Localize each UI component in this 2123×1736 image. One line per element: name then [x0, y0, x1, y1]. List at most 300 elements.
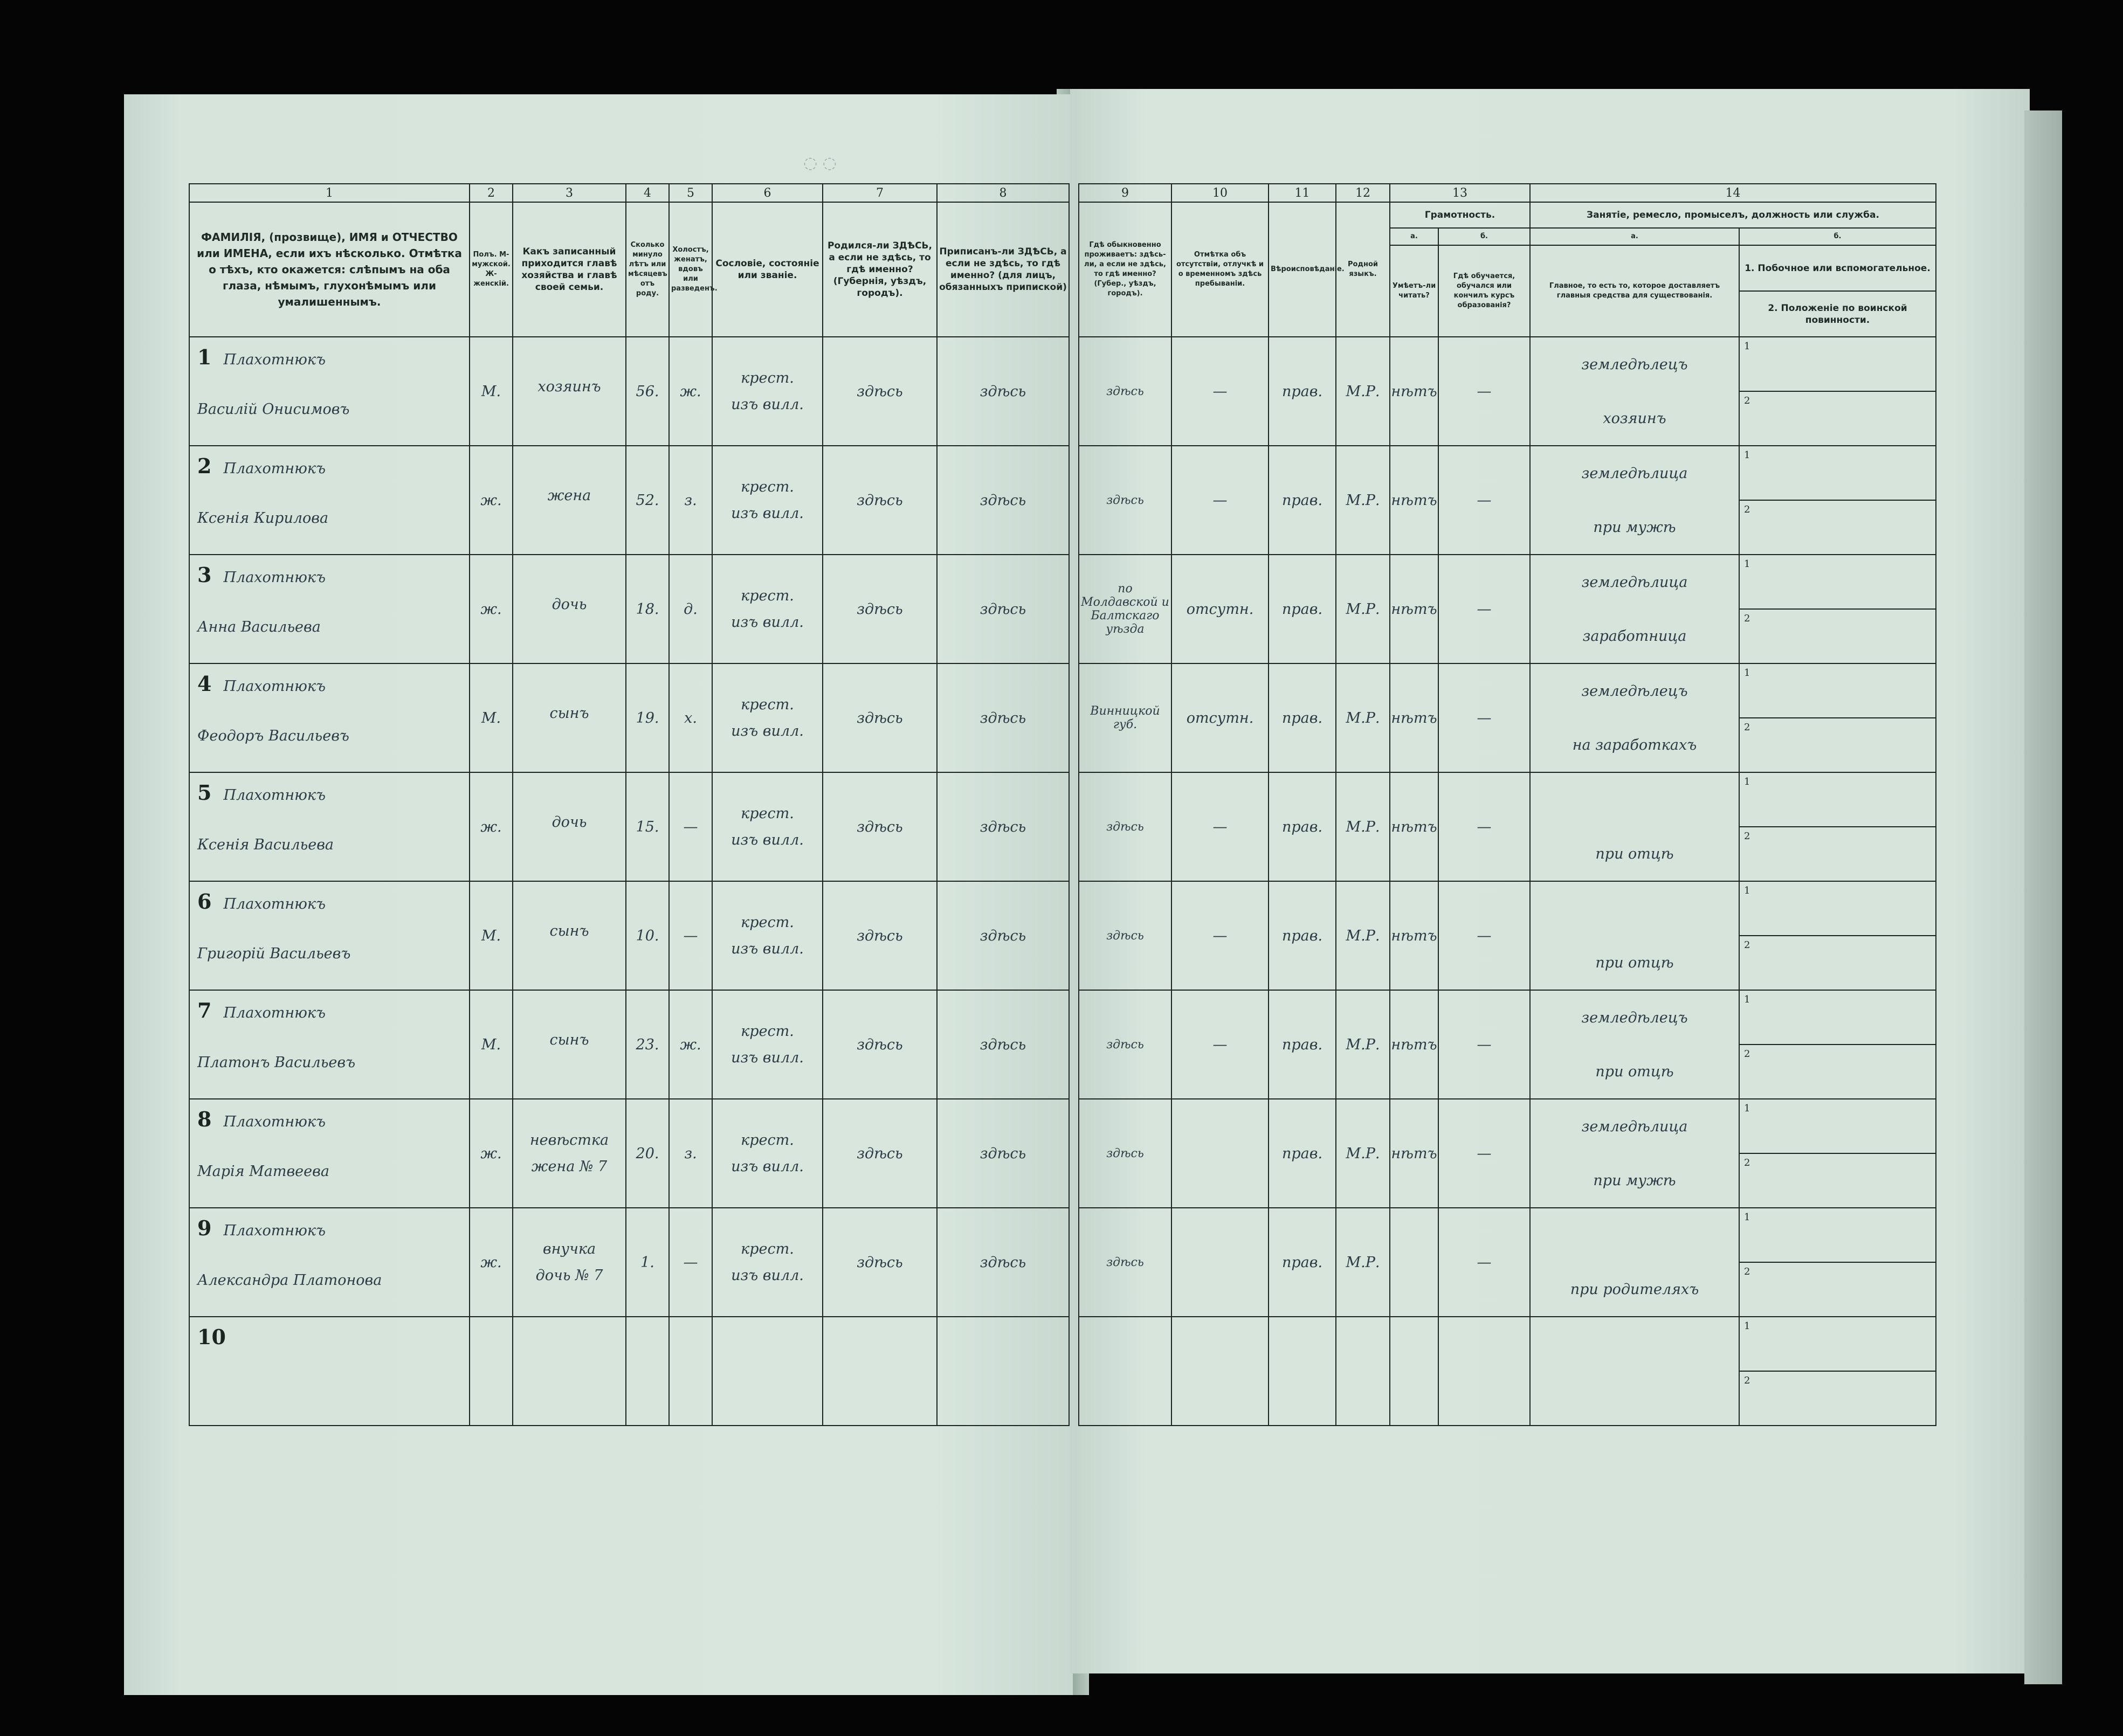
header-occupation: Занятіе, ремесло, промыселъ, должность или служба.: [1530, 202, 1936, 228]
estate-cell: [712, 1317, 823, 1426]
relation-stack: [513, 1132, 625, 1175]
side-occupation-cell: [1739, 446, 1936, 555]
side-occupation-box: [1740, 1317, 1935, 1425]
page-stack-edge: [2024, 110, 2062, 1684]
registered-cell: здѣсь: [937, 663, 1069, 772]
residence-cell: [1079, 1317, 1171, 1426]
side-slot-2: 2: [1740, 717, 1935, 772]
left-page: [124, 94, 1073, 1695]
marital-cell: —: [669, 1208, 712, 1317]
census-row-left: [189, 1099, 1069, 1208]
row-number: 7: [197, 998, 212, 1022]
name-line-surname: [197, 1216, 326, 1240]
language-cell: М.Р.: [1336, 446, 1390, 555]
relation-stack: [513, 487, 625, 514]
age-cell: 23.: [626, 990, 669, 1099]
relation-line-1: дочь: [552, 813, 587, 831]
census-row-left: [189, 446, 1069, 555]
side-slot-1: 1: [1744, 341, 1750, 352]
row-number: 3: [197, 563, 212, 587]
relation-line-2: жена № 7: [531, 1158, 608, 1175]
side-slot-1: 1: [1744, 885, 1750, 896]
residence-cell: здѣсь: [1079, 337, 1171, 446]
header-name: ФАМИЛІЯ, (прозвище), ИМЯ и ОТЧЕСТВО или ИМЕНА, если ихъ нѣсколько. Отмѣтка о тѣхъ, кто окажется: слѣпымъ на оба глаза, нѣмымъ, глухонѣмымъ или умалишеннымъ.: [189, 202, 470, 337]
absence-cell: [1171, 1208, 1269, 1317]
sex-cell: [470, 1317, 513, 1426]
side-occupation-box: [1740, 991, 1935, 1098]
estate-line-2: изъ вилл.: [731, 1158, 804, 1175]
side-occupation-box: [1740, 1208, 1935, 1316]
marital-cell: х.: [669, 663, 712, 772]
header-marital: Холостъ, женатъ, вдовъ или разведенъ.: [669, 202, 712, 337]
estate-cell: [712, 881, 823, 990]
given-names: Александра Платонова: [197, 1272, 382, 1289]
age-cell: 15.: [626, 772, 669, 881]
occupation-line-1: земледѣлица: [1581, 573, 1688, 591]
relation-stack: [513, 705, 625, 731]
name-line-surname: [197, 998, 326, 1022]
estate-line-1: крест.: [741, 1241, 794, 1257]
language-cell: М.Р.: [1336, 1099, 1390, 1208]
absence-cell: [1171, 1317, 1269, 1426]
sex-cell: М.: [470, 337, 513, 446]
registered-cell: здѣсь: [937, 1099, 1069, 1208]
religion-cell: прав.: [1269, 772, 1336, 881]
residence-cell: здѣсь: [1079, 1208, 1171, 1317]
relation-stack: [513, 1032, 625, 1058]
header-literacy: Грамотность.: [1390, 202, 1530, 228]
marital-cell: з.: [669, 1099, 712, 1208]
side-occupation-cell: [1739, 1099, 1936, 1208]
header-estate: Сословіе, состояніе или званіе.: [712, 202, 823, 337]
col-num-5: 5: [669, 184, 712, 202]
estate-line-2: изъ вилл.: [731, 723, 804, 739]
schooling-cell: —: [1438, 772, 1530, 881]
name-line-surname: [197, 889, 326, 914]
can-read-cell: нѣтъ: [1390, 772, 1438, 881]
main-occupation-cell: [1530, 772, 1739, 881]
given-names: Платонъ Васильевъ: [197, 1054, 356, 1071]
relation-cell: [513, 555, 626, 663]
language-cell: М.Р.: [1336, 337, 1390, 446]
header-age: Сколько минуло лѣтъ или мѣсяцевъ отъ роду.: [626, 202, 669, 337]
main-occupation-cell: [1530, 555, 1739, 663]
name-cell: [189, 663, 470, 772]
estate-stack: [713, 370, 822, 413]
faint-stamp: ◌ ◌: [803, 154, 837, 172]
side-slot-2: 2: [1740, 1371, 1935, 1425]
estate-line-1: крест.: [741, 587, 794, 604]
census-row-right: [1079, 337, 1936, 446]
main-occupation-cell: [1530, 446, 1739, 555]
census-row-right: [1079, 1208, 1936, 1317]
registered-cell: здѣсь: [937, 555, 1069, 663]
born-cell: здѣсь: [823, 446, 937, 555]
header-literacy-a: а.: [1390, 228, 1438, 245]
schooling-cell: —: [1438, 1208, 1530, 1317]
col-num-14: 14: [1530, 184, 1936, 202]
name-cell: [189, 337, 470, 446]
col-num-6: 6: [712, 184, 823, 202]
estate-stack: [713, 479, 822, 522]
side-slot-1: 1: [1744, 449, 1750, 461]
estate-line-1: крест.: [741, 1132, 794, 1149]
occupation-line-1: земледѣлецъ: [1581, 682, 1688, 700]
census-row-left: [189, 990, 1069, 1099]
relation-line-1: дочь: [552, 596, 587, 613]
col-num-8: 8: [937, 184, 1069, 202]
col-num-11: 11: [1269, 184, 1336, 202]
side-occupation-box: [1740, 773, 1935, 881]
census-row-right: [1079, 772, 1936, 881]
schooling-cell: —: [1438, 881, 1530, 990]
occupation-stack: [1531, 1099, 1739, 1207]
sex-cell: ж.: [470, 772, 513, 881]
census-row-right: [1079, 881, 1936, 990]
surname: Плахотнюкъ: [223, 569, 326, 586]
religion-cell: прав.: [1269, 446, 1336, 555]
name-cell: [189, 881, 470, 990]
side-occupation-cell: [1739, 772, 1936, 881]
header-residence: Гдѣ обыкновенно проживаетъ: здѣсь-ли, а если не здѣсь, то гдѣ именно? (Губер., уѣздъ, городъ).: [1079, 202, 1171, 337]
estate-cell: [712, 1208, 823, 1317]
relation-line-1: сынъ: [549, 922, 589, 939]
row-number: 5: [197, 780, 212, 805]
occupation-stack: [1531, 882, 1739, 990]
main-occupation-cell: [1530, 881, 1739, 990]
side-slot-1: 1: [1744, 1103, 1750, 1114]
census-row-right: [1079, 990, 1936, 1099]
estate-stack: [713, 1132, 822, 1175]
given-names: Марія Матвеева: [197, 1163, 329, 1180]
absence-cell: —: [1171, 990, 1269, 1099]
born-cell: здѣсь: [823, 772, 937, 881]
relation-cell: [513, 663, 626, 772]
given-names: Василій Онисимовъ: [197, 401, 350, 418]
estate-line-2: изъ вилл.: [731, 396, 804, 413]
side-occupation-box: [1740, 1099, 1935, 1207]
estate-cell: [712, 990, 823, 1099]
occupation-line-1: земледѣлецъ: [1581, 356, 1688, 373]
marital-cell: ж.: [669, 990, 712, 1099]
occupation-line-2: при отцѣ: [1595, 954, 1674, 971]
col-num-10: 10: [1171, 184, 1269, 202]
born-cell: здѣсь: [823, 663, 937, 772]
can-read-cell: [1390, 1317, 1438, 1426]
absence-cell: —: [1171, 772, 1269, 881]
occupation-line-2: при родителяхъ: [1570, 1281, 1699, 1298]
relation-cell: [513, 990, 626, 1099]
marital-cell: з.: [669, 446, 712, 555]
side-occupation-box: [1740, 446, 1935, 554]
header-born: Родился-ли ЗДѢСЬ, а если не здѣсь, то гдѣ именно? (Губернія, уѣздъ, городъ).: [823, 202, 937, 337]
language-cell: М.Р.: [1336, 881, 1390, 990]
given-names: Григорій Васильевъ: [197, 945, 351, 962]
age-cell: 20.: [626, 1099, 669, 1208]
language-cell: М.Р.: [1336, 990, 1390, 1099]
can-read-cell: нѣтъ: [1390, 1099, 1438, 1208]
occupation-line-2: при мужѣ: [1593, 1172, 1676, 1189]
absence-cell: [1171, 1099, 1269, 1208]
occupation-stack: [1531, 773, 1739, 881]
estate-cell: [712, 446, 823, 555]
born-cell: здѣсь: [823, 1208, 937, 1317]
census-table-left: [189, 183, 1070, 1426]
relation-stack: [513, 378, 625, 405]
occupation-line-2: при отцѣ: [1595, 845, 1674, 862]
census-table-right: [1078, 183, 1936, 1426]
sex-cell: ж.: [470, 446, 513, 555]
header-schooling: Гдѣ обучается, обучался или кончилъ курсъ образованія?: [1438, 245, 1530, 337]
occupation-line-2: [1531, 1371, 1739, 1425]
col-num-3: 3: [513, 184, 626, 202]
side-occupation-cell: [1739, 1317, 1936, 1426]
estate-stack: [713, 914, 822, 957]
occupation-line-1: земледѣлица: [1581, 465, 1688, 482]
header-sex: Полъ. М-мужской. Ж-женскій.: [470, 202, 513, 337]
schooling-cell: —: [1438, 446, 1530, 555]
language-cell: [1336, 1317, 1390, 1426]
side-slot-1: 1: [1744, 1212, 1750, 1223]
side-occupation-box: [1740, 882, 1935, 990]
given-names: Феодоръ Васильевъ: [197, 728, 349, 744]
row-number: 10: [197, 1325, 226, 1349]
relation-stack: [513, 1241, 625, 1284]
header-occupation-b: б.: [1739, 228, 1936, 245]
side-slot-2: 2: [1740, 1044, 1935, 1098]
name-line-surname: [197, 454, 326, 478]
estate-line-1: крест.: [741, 1023, 794, 1040]
surname: Плахотнюкъ: [223, 787, 326, 804]
occupation-line-1: [1531, 1317, 1739, 1371]
religion-cell: прав.: [1269, 990, 1336, 1099]
estate-line-1: крест.: [741, 479, 794, 495]
relation-line-1: сынъ: [549, 1031, 589, 1048]
col-num-9: 9: [1079, 184, 1171, 202]
surname: Плахотнюкъ: [223, 678, 326, 695]
name-cell: [189, 1317, 470, 1426]
occupation-line-2: заработница: [1582, 627, 1687, 645]
side-slot-2: 2: [1740, 1262, 1935, 1316]
estate-stack: [713, 805, 822, 848]
religion-cell: [1269, 1317, 1336, 1426]
born-cell: здѣсь: [823, 337, 937, 446]
absence-cell: —: [1171, 881, 1269, 990]
census-row-right: [1079, 1317, 1936, 1426]
sex-cell: М.: [470, 881, 513, 990]
census-row-left: [189, 555, 1069, 663]
relation-stack: [513, 1366, 625, 1376]
relation-cell: [513, 337, 626, 446]
schooling-cell: [1438, 1317, 1530, 1426]
estate-stack: [713, 587, 822, 631]
side-occupation-cell: [1739, 337, 1936, 446]
relation-line-1: жена: [547, 487, 591, 504]
col-num-4: 4: [626, 184, 669, 202]
relation-stack: [513, 814, 625, 840]
absence-cell: —: [1171, 337, 1269, 446]
side-slot-1: 1: [1744, 1320, 1750, 1332]
residence-cell: Винницкой губ.: [1079, 663, 1171, 772]
relation-cell: [513, 772, 626, 881]
side-occupation-cell: [1739, 990, 1936, 1099]
religion-cell: прав.: [1269, 1208, 1336, 1317]
religion-cell: прав.: [1269, 555, 1336, 663]
row-number: 2: [197, 454, 212, 478]
surname: Плахотнюкъ: [223, 351, 326, 368]
side-slot-1: 1: [1744, 558, 1750, 570]
estate-stack: [713, 1366, 822, 1376]
sex-cell: ж.: [470, 555, 513, 663]
sex-cell: М.: [470, 663, 513, 772]
marital-cell: [669, 1317, 712, 1426]
residence-cell: по Молдавской и Балтскаго уѣзда: [1079, 555, 1171, 663]
can-read-cell: [1390, 1208, 1438, 1317]
surname: Плахотнюкъ: [223, 460, 326, 477]
right-page: [1070, 89, 2030, 1673]
can-read-cell: нѣтъ: [1390, 663, 1438, 772]
occupation-stack: [1531, 1317, 1739, 1425]
occupation-line-2: хозяинъ: [1603, 410, 1666, 427]
side-occupation-box: [1740, 555, 1935, 663]
age-cell: 10.: [626, 881, 669, 990]
occupation-line-1: [1531, 1208, 1739, 1262]
header-registered: Приписанъ-ли ЗДѢСЬ, а если не здѣсь, то гдѣ именно? (для лицъ, обязанныхъ припиской): [937, 202, 1069, 337]
schooling-cell: —: [1438, 663, 1530, 772]
name-cell: [189, 772, 470, 881]
age-cell: 18.: [626, 555, 669, 663]
relation-line-1: внучка: [542, 1241, 596, 1257]
side-occupation-box: [1740, 337, 1935, 445]
estate-line-2: изъ вилл.: [731, 614, 804, 631]
religion-cell: прав.: [1269, 1099, 1336, 1208]
can-read-cell: нѣтъ: [1390, 881, 1438, 990]
registered-cell: здѣсь: [937, 446, 1069, 555]
col-num-13: 13: [1390, 184, 1530, 202]
main-occupation-cell: [1530, 337, 1739, 446]
occupation-stack: [1531, 555, 1739, 663]
given-names: Ксенія Васильева: [197, 836, 334, 853]
sex-cell: М.: [470, 990, 513, 1099]
residence-cell: здѣсь: [1079, 446, 1171, 555]
registered-cell: здѣсь: [937, 772, 1069, 881]
census-row-right: [1079, 1099, 1936, 1208]
estate-line-1: крест.: [741, 696, 794, 713]
relation-cell: [513, 446, 626, 555]
born-cell: здѣсь: [823, 881, 937, 990]
estate-cell: [712, 663, 823, 772]
name-line-surname: [197, 345, 326, 369]
occupation-line-1: [1531, 773, 1739, 827]
estate-line-1: крест.: [741, 805, 794, 822]
age-cell: 19.: [626, 663, 669, 772]
occupation-line-2: при мужѣ: [1593, 518, 1676, 536]
absence-cell: отсутн.: [1171, 555, 1269, 663]
religion-cell: прав.: [1269, 337, 1336, 446]
given-names: Анна Васильева: [197, 619, 321, 635]
main-occupation-cell: [1530, 663, 1739, 772]
schooling-cell: —: [1438, 555, 1530, 663]
marital-cell: ж.: [669, 337, 712, 446]
schooling-cell: —: [1438, 337, 1530, 446]
residence-cell: здѣсь: [1079, 1099, 1171, 1208]
estate-line-1: крест.: [741, 914, 794, 931]
sex-cell: ж.: [470, 1208, 513, 1317]
row-number: 8: [197, 1107, 212, 1131]
col-num-2: 2: [470, 184, 513, 202]
row-number: 4: [197, 672, 212, 696]
header-can-read: Умѣетъ-ли читать?: [1390, 245, 1438, 337]
estate-cell: [712, 772, 823, 881]
side-occupation-cell: [1739, 1208, 1936, 1317]
age-cell: 52.: [626, 446, 669, 555]
absence-cell: отсутн.: [1171, 663, 1269, 772]
side-slot-2: 2: [1740, 1153, 1935, 1207]
surname: Плахотнюкъ: [223, 896, 326, 912]
age-cell: [626, 1317, 669, 1426]
relation-line-2: дочь № 7: [535, 1267, 603, 1284]
side-slot-2: 2: [1740, 500, 1935, 554]
side-slot-1: 1: [1744, 994, 1750, 1005]
religion-cell: прав.: [1269, 881, 1336, 990]
row-number: 6: [197, 889, 212, 914]
age-cell: 56.: [626, 337, 669, 446]
estate-line-2: изъ вилл.: [731, 1049, 804, 1066]
registered-cell: здѣсь: [937, 1208, 1069, 1317]
census-row-left: [189, 881, 1069, 990]
relation-line-1: сынъ: [549, 704, 589, 722]
relation-line-1: хозяинъ: [537, 378, 601, 395]
marital-cell: —: [669, 881, 712, 990]
estate-line-2: изъ вилл.: [731, 940, 804, 957]
occupation-stack: [1531, 337, 1739, 445]
header-literacy-b: б.: [1438, 228, 1530, 245]
census-row-left: [189, 337, 1069, 446]
census-row-right: [1079, 446, 1936, 555]
census-row-right: [1079, 555, 1936, 663]
col-num-7: 7: [823, 184, 937, 202]
surname: Плахотнюкъ: [223, 1005, 326, 1021]
can-read-cell: нѣтъ: [1390, 555, 1438, 663]
born-cell: здѣсь: [823, 555, 937, 663]
estate-line-2: изъ вилл.: [731, 1267, 804, 1284]
occupation-line-2: при отцѣ: [1595, 1063, 1674, 1080]
marital-cell: д.: [669, 555, 712, 663]
registered-cell: здѣсь: [937, 990, 1069, 1099]
language-cell: М.Р.: [1336, 663, 1390, 772]
can-read-cell: нѣтъ: [1390, 337, 1438, 446]
estate-stack: [713, 1241, 822, 1284]
residence-cell: здѣсь: [1079, 881, 1171, 990]
main-occupation-cell: [1530, 990, 1739, 1099]
born-cell: здѣсь: [823, 990, 937, 1099]
census-row-left: [189, 772, 1069, 881]
side-slot-1: 1: [1744, 667, 1750, 679]
name-cell: [189, 555, 470, 663]
surname: Плахотнюкъ: [223, 1113, 326, 1130]
census-row-left: [189, 1208, 1069, 1317]
header-secondary: 1. Побочное или вспомогательное.: [1740, 246, 1935, 292]
relation-stack: [513, 923, 625, 949]
occupation-stack: [1531, 664, 1739, 772]
language-cell: М.Р.: [1336, 1208, 1390, 1317]
relation-cell: [513, 881, 626, 990]
name-line-surname: [197, 1325, 238, 1349]
header-absence: Отмѣтка объ отсутствіи, отлучкѣ и о временномъ здѣсь пребываніи.: [1171, 202, 1269, 337]
header-language: Родной языкъ.: [1336, 202, 1390, 337]
estate-line-1: крест.: [741, 370, 794, 386]
can-read-cell: нѣтъ: [1390, 990, 1438, 1099]
